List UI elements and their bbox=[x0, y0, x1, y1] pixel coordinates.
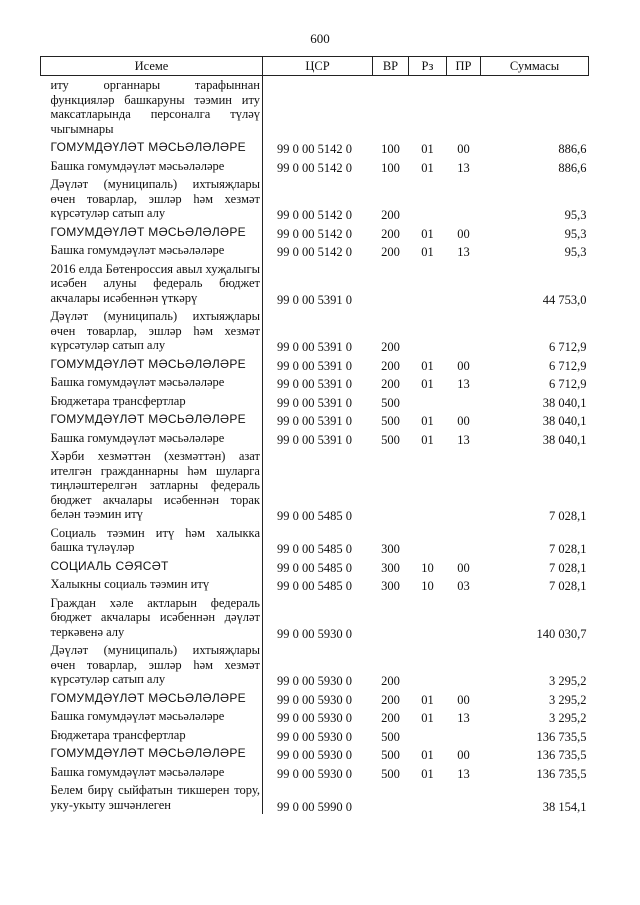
cell-sum: 7 028,1 bbox=[549, 542, 587, 556]
cell-rz: 01 bbox=[421, 226, 434, 241]
table-row bbox=[41, 707, 589, 726]
cell-sum: 3 295,2 bbox=[549, 674, 587, 688]
cell-sum: 136 735,5 bbox=[536, 729, 587, 744]
cell-vr: 500 bbox=[381, 766, 400, 781]
cell-sum: 95,3 bbox=[564, 245, 587, 259]
cell-pr: 00 bbox=[457, 226, 470, 241]
table-row bbox=[41, 429, 589, 448]
cell-csr: 99 0 00 5930 0 bbox=[277, 729, 352, 744]
table-row bbox=[41, 594, 589, 642]
cell-csr: 99 0 00 5391 0 bbox=[277, 432, 352, 447]
header-vr: ВР bbox=[373, 57, 409, 76]
table-row bbox=[41, 355, 589, 374]
cell-pr: 00 bbox=[457, 358, 470, 373]
cell-csr: 99 0 00 5142 0 bbox=[277, 142, 352, 156]
table-row bbox=[41, 781, 589, 814]
cell-sum: 7 028,1 bbox=[549, 579, 587, 593]
cell-rz: 01 bbox=[421, 358, 434, 373]
cell-rz: 01 bbox=[421, 142, 434, 156]
cell-rz bbox=[409, 76, 447, 139]
cell-rz: 10 bbox=[421, 579, 434, 593]
table-row bbox=[41, 392, 589, 411]
table-row bbox=[41, 157, 589, 176]
cell-rz: 01 bbox=[421, 748, 434, 762]
cell-vr: 500 bbox=[381, 748, 400, 762]
cell-pr bbox=[447, 594, 481, 642]
cell-csr: 99 0 00 5485 0 bbox=[277, 509, 352, 523]
header-pr: ПР bbox=[447, 57, 481, 76]
cell-pr bbox=[447, 447, 481, 524]
cell-vr: 500 bbox=[381, 414, 400, 428]
budget-table bbox=[40, 56, 589, 814]
cell-csr: 99 0 00 5930 0 bbox=[277, 766, 352, 781]
cell-rz bbox=[409, 307, 447, 355]
cell-rz bbox=[409, 524, 447, 557]
cell-csr: 99 0 00 5142 0 bbox=[277, 245, 352, 259]
cell-vr: 200 bbox=[381, 711, 400, 725]
cell-sum: 95,3 bbox=[564, 226, 587, 241]
cell-csr: 99 0 00 5990 0 bbox=[277, 799, 352, 814]
cell-pr: 00 bbox=[457, 414, 470, 428]
cell-rz bbox=[409, 392, 447, 411]
cell-sum: 6 712,9 bbox=[549, 358, 587, 373]
cell-csr: 99 0 00 5391 0 bbox=[277, 340, 352, 354]
cell-name: СОЦИАЛЬ СӘЯСӘТ bbox=[41, 557, 263, 576]
cell-pr bbox=[447, 392, 481, 411]
table-row bbox=[41, 557, 589, 576]
cell-rz: 01 bbox=[421, 160, 434, 175]
cell-pr: 13 bbox=[457, 711, 470, 725]
cell-sum: 136 735,5 bbox=[536, 766, 587, 781]
cell-vr: 200 bbox=[381, 358, 400, 373]
cell-sum: 44 753,0 bbox=[542, 292, 587, 307]
cell-csr bbox=[263, 76, 373, 139]
cell-pr: 13 bbox=[457, 245, 470, 259]
cell-vr: 300 bbox=[381, 542, 400, 556]
cell-sum: 6 712,9 bbox=[549, 377, 587, 391]
cell-pr bbox=[447, 781, 481, 814]
cell-pr bbox=[447, 726, 481, 745]
table-row bbox=[41, 447, 589, 524]
cell-pr bbox=[447, 641, 481, 689]
cell-vr bbox=[373, 447, 409, 524]
cell-name: Башка гомумдәүләт мәсьәләләре bbox=[41, 763, 263, 782]
table-row bbox=[41, 373, 589, 392]
cell-vr: 200 bbox=[381, 692, 400, 707]
cell-sum: 38 154,1 bbox=[542, 799, 587, 814]
cell-vr: 200 bbox=[381, 208, 400, 222]
table-row bbox=[41, 641, 589, 689]
cell-csr: 99 0 00 5930 0 bbox=[277, 711, 352, 725]
cell-rz bbox=[409, 781, 447, 814]
cell-name: Социаль тәэмин итү һәм халыкка башка түләүләр bbox=[41, 524, 263, 557]
cell-name: ГОМУМДӘҮЛӘТ МӘСЬӘЛӘЛӘРЕ bbox=[41, 223, 263, 242]
cell-pr bbox=[447, 524, 481, 557]
table-row bbox=[41, 763, 589, 782]
cell-csr: 99 0 00 5391 0 bbox=[277, 414, 352, 428]
cell-name: Башка гомумдәүләт мәсьәләләре bbox=[41, 157, 263, 176]
cell-rz bbox=[409, 447, 447, 524]
cell-name: Хәрби хезмәттән (хезмәттән) азат ителгән гражданнарны һәм шуларга тиңләштерелгән затларны федераль бюджет акчалары исәбеннән торак белән тәэмин итү bbox=[41, 447, 263, 524]
table-row bbox=[41, 76, 589, 139]
cell-rz: 01 bbox=[421, 245, 434, 259]
cell-pr bbox=[447, 175, 481, 223]
table-row bbox=[41, 223, 589, 242]
cell-csr: 99 0 00 5485 0 bbox=[277, 560, 352, 575]
cell-pr: 13 bbox=[457, 377, 470, 391]
cell-rz: 01 bbox=[421, 692, 434, 707]
cell-csr: 99 0 00 5391 0 bbox=[277, 395, 352, 410]
cell-name: Белем бирү сыйфатын тикшерен тору, уку-укыту эшчәнлеген bbox=[41, 781, 263, 814]
cell-rz bbox=[409, 260, 447, 308]
cell-name: ГОМУМДӘҮЛӘТ МӘСЬӘЛӘЛӘРЕ bbox=[41, 744, 263, 763]
cell-name: Башка гомумдәүләт мәсьәләләре bbox=[41, 373, 263, 392]
cell-name: Башка гомумдәүләт мәсьәләләре bbox=[41, 429, 263, 448]
cell-name: Дәүләт (муниципаль) ихтыяҗлары өчен товарлар, эшләр һәм хезмәт күрсәтуләр сатып алу bbox=[41, 175, 263, 223]
cell-rz bbox=[409, 726, 447, 745]
header-sum: Суммасы bbox=[481, 57, 589, 76]
header-csr: ЦСР bbox=[263, 57, 373, 76]
cell-rz: 01 bbox=[421, 377, 434, 391]
cell-sum: 38 040,1 bbox=[542, 395, 587, 410]
cell-rz bbox=[409, 641, 447, 689]
cell-name: Бюджетара трансфертлар bbox=[41, 392, 263, 411]
cell-vr: 200 bbox=[381, 340, 400, 354]
cell-csr: 99 0 00 5930 0 bbox=[277, 674, 352, 688]
cell-csr: 99 0 00 5391 0 bbox=[277, 377, 352, 391]
table-row bbox=[41, 744, 589, 763]
table-row bbox=[41, 260, 589, 308]
cell-csr: 99 0 00 5930 0 bbox=[277, 748, 352, 762]
table-row bbox=[41, 307, 589, 355]
cell-name: иту органнары тарафыннан функцияләр башкаруны тәэмин иту максатларында персоналга түләү чыгымнары bbox=[41, 76, 263, 139]
table-header bbox=[41, 57, 589, 76]
page-number: 600 bbox=[310, 31, 330, 46]
cell-csr: 99 0 00 5485 0 bbox=[277, 542, 352, 556]
cell-name: Граждан хәле актларын федераль бюджет акчалары исәбеннән дәүләт теркәвенә алу bbox=[41, 594, 263, 642]
cell-sum: 886,6 bbox=[558, 142, 587, 156]
cell-sum: 136 735,5 bbox=[536, 748, 587, 762]
cell-sum: 38 040,1 bbox=[542, 432, 587, 447]
cell-name: 2016 елда Бөтенроссия авыл хуҗалыгы исәбен алуны федераль бюджет акчалары исәбеннән үткәрү bbox=[41, 260, 263, 308]
cell-pr bbox=[447, 307, 481, 355]
table-row bbox=[41, 175, 589, 223]
table-row bbox=[41, 726, 589, 745]
cell-rz: 01 bbox=[421, 766, 434, 781]
cell-sum: 95,3 bbox=[564, 208, 587, 222]
header-name: Исеме bbox=[41, 57, 263, 76]
cell-csr: 99 0 00 5485 0 bbox=[277, 579, 352, 593]
cell-pr bbox=[447, 260, 481, 308]
cell-csr: 99 0 00 5930 0 bbox=[277, 692, 352, 707]
cell-pr: 00 bbox=[457, 142, 470, 156]
cell-rz bbox=[409, 594, 447, 642]
cell-sum: 886,6 bbox=[558, 160, 587, 175]
cell-sum: 3 295,2 bbox=[549, 711, 587, 725]
cell-csr: 99 0 00 5142 0 bbox=[277, 160, 352, 175]
cell-pr: 13 bbox=[457, 432, 470, 447]
cell-vr: 300 bbox=[381, 579, 400, 593]
cell-pr: 13 bbox=[457, 160, 470, 175]
cell-rz: 01 bbox=[421, 414, 434, 428]
table-row bbox=[41, 689, 589, 708]
cell-vr bbox=[373, 76, 409, 139]
table-row bbox=[41, 138, 589, 157]
cell-pr: 00 bbox=[457, 560, 470, 575]
cell-sum: 38 040,1 bbox=[542, 414, 587, 428]
cell-pr: 03 bbox=[457, 579, 470, 593]
cell-vr: 200 bbox=[381, 226, 400, 241]
table-row bbox=[41, 410, 589, 429]
header-rz: Рз bbox=[409, 57, 447, 76]
cell-name: Дәүләт (муниципаль) ихтыяҗлары өчен товарлар, эшләр һәм хезмәт күрсәтуләр сатып алу bbox=[41, 641, 263, 689]
cell-rz: 10 bbox=[421, 560, 434, 575]
cell-csr: 99 0 00 5142 0 bbox=[277, 226, 352, 241]
table-body bbox=[41, 76, 589, 815]
cell-sum: 7 028,1 bbox=[549, 560, 587, 575]
cell-sum: 3 295,2 bbox=[549, 692, 587, 707]
cell-vr: 100 bbox=[381, 142, 400, 156]
cell-sum: 6 712,9 bbox=[549, 340, 587, 354]
cell-pr: 00 bbox=[457, 748, 470, 762]
cell-name: Башка гомумдәүләт мәсьәләләре bbox=[41, 707, 263, 726]
cell-vr: 100 bbox=[381, 160, 400, 175]
table-row bbox=[41, 524, 589, 557]
cell-csr: 99 0 00 5930 0 bbox=[277, 626, 352, 641]
table-row bbox=[41, 575, 589, 594]
cell-pr bbox=[447, 76, 481, 139]
cell-vr: 300 bbox=[381, 560, 400, 575]
cell-sum bbox=[481, 76, 589, 139]
cell-name: Башка гомумдәүләт мәсьәләләре bbox=[41, 241, 263, 260]
cell-pr: 13 bbox=[457, 766, 470, 781]
cell-name: Халыкны социаль тәэмин итү bbox=[41, 575, 263, 594]
cell-pr: 00 bbox=[457, 692, 470, 707]
cell-rz: 01 bbox=[421, 711, 434, 725]
cell-name: ГОМУМДӘҮЛӘТ МӘСЬӘЛӘЛӘРЕ bbox=[41, 689, 263, 708]
cell-vr bbox=[373, 781, 409, 814]
cell-vr bbox=[373, 260, 409, 308]
cell-vr: 200 bbox=[381, 245, 400, 259]
cell-vr: 200 bbox=[381, 377, 400, 391]
cell-name: ГОМУМДӘҮЛӘТ МӘСЬӘЛӘЛӘРЕ bbox=[41, 138, 263, 157]
cell-vr: 500 bbox=[381, 729, 400, 744]
cell-name: Бюджетара трансфертлар bbox=[41, 726, 263, 745]
cell-csr: 99 0 00 5391 0 bbox=[277, 292, 352, 307]
cell-csr: 99 0 00 5391 0 bbox=[277, 358, 352, 373]
cell-sum: 140 030,7 bbox=[536, 626, 587, 641]
cell-name: ГОМУМДӘҮЛӘТ МӘСЬӘЛӘЛӘРЕ bbox=[41, 355, 263, 374]
table-row bbox=[41, 241, 589, 260]
cell-vr: 200 bbox=[381, 674, 400, 688]
cell-rz bbox=[409, 175, 447, 223]
cell-vr: 500 bbox=[381, 432, 400, 447]
cell-name: ГОМУМДӘҮЛӘТ МӘСЬӘЛӘЛӘРЕ bbox=[41, 410, 263, 429]
cell-csr: 99 0 00 5142 0 bbox=[277, 208, 352, 222]
cell-name: Дәүләт (муниципаль) ихтыяҗлары өчен товарлар, эшләр һәм хезмәт күрсәтуләр сатып алу bbox=[41, 307, 263, 355]
cell-vr bbox=[373, 594, 409, 642]
cell-rz: 01 bbox=[421, 432, 434, 447]
cell-sum: 7 028,1 bbox=[549, 509, 587, 523]
cell-vr: 500 bbox=[381, 395, 400, 410]
